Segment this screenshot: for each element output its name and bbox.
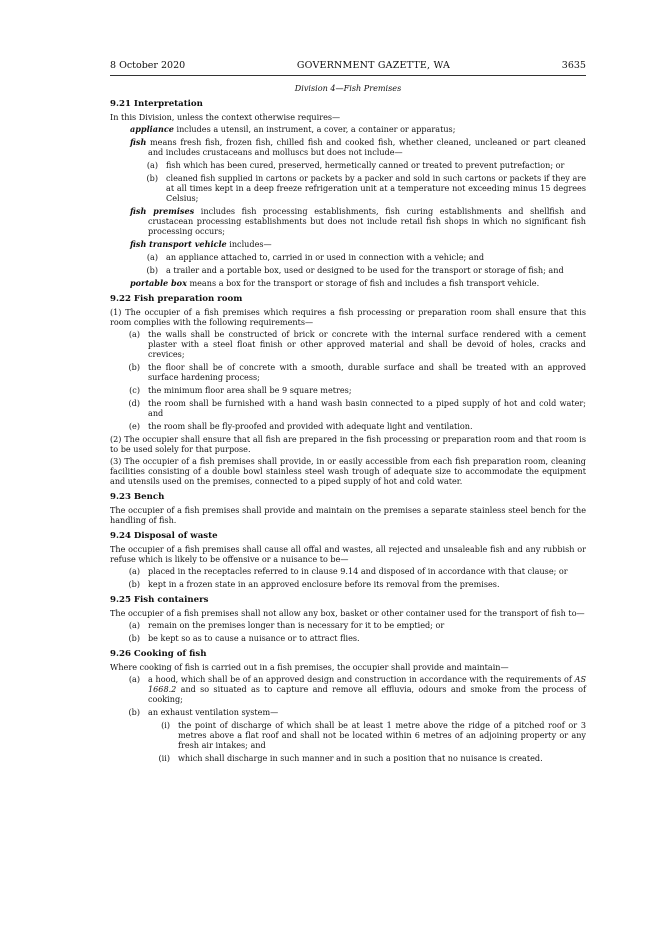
definition-text: includes—	[226, 239, 272, 249]
text-segment: a hood, which shall be of an approved design and construction in accordance with the requirements of	[148, 674, 575, 684]
heading-9-24: 9.24 Disposal of waste	[110, 531, 218, 541]
item-text: the floor shall be of concrete with a smooth, durable surface and shall be treated with an approved surface hardening process;	[148, 362, 586, 382]
list-item	[110, 398, 586, 418]
item-text: placed in the receptacles referred to in clause 9.14 and disposed of in accordance with that clause; or	[148, 566, 568, 576]
item-label: (a)	[128, 566, 140, 576]
defined-term: fish	[130, 137, 147, 147]
item-text: an exhaust ventilation system—	[148, 707, 279, 717]
item-label: (b)	[128, 633, 140, 643]
paragraph: The occupier of a fish premises shall provide and maintain on the premises a separate stainless steel bench for the handling of fish.	[110, 505, 586, 525]
heading-9-26: 9.26 Cooking of fish	[110, 649, 207, 659]
list-item	[110, 566, 586, 576]
header-page-number: 3635	[561, 60, 586, 71]
item-label: (d)	[128, 398, 140, 408]
definition-portable-box	[130, 278, 586, 288]
defined-term: fish transport vehicle	[130, 239, 227, 249]
item-text: the room shall be fly-proofed and provided with adequate light and ventilation.	[148, 421, 473, 431]
list-item	[110, 633, 586, 643]
paragraph: (3) The occupier of a fish premises shall provide, in or easily accessible from each fish preparation room, cleaning facilities consisting of a double bowl stainless steel wash trough of adequate size to accommodate the equipment and utensils used on the premises, connected to a piped supply of hot and cold water.	[110, 456, 586, 486]
defined-term: fish premises	[130, 206, 195, 216]
list-item	[110, 674, 586, 704]
item-label: (a)	[128, 329, 140, 339]
heading-9-21: 9.21 Interpretation	[110, 99, 203, 109]
item-text: fish which has been cured, preserved, hermetically canned or treated to prevent putrefaction; or	[166, 160, 565, 170]
item-label: (i)	[161, 720, 170, 730]
item-text: the point of discharge of which shall be at least 1 metre above the ridge of a pitched roof or 3 metres above a flat roof and shall not be located within 6 metres of an adjoining property or any fresh air intakes; and	[178, 720, 586, 750]
item-label: (a)	[146, 252, 158, 262]
item-text: an appliance attached to, carried in or used in connection with a vehicle; and	[166, 252, 485, 262]
item-label: (ii)	[158, 753, 170, 763]
page-header	[110, 60, 586, 76]
header-date: 8 October 2020	[110, 60, 186, 71]
standard-reference: AS 1668.2	[148, 674, 586, 694]
item-text: cleaned fish supplied in cartons or packets by a packer and sold in such cartons or packets if they are at all times kept in a deep freeze refrigeration unit at a temperature not exceeding minus 15 degrees Celsius;	[166, 173, 586, 203]
item-label: (a)	[128, 620, 140, 630]
sub-list-item	[140, 753, 586, 763]
heading-9-25: 9.25 Fish containers	[110, 595, 209, 605]
gazette-page	[110, 60, 586, 766]
paragraph: The occupier of a fish premises shall not allow any box, basket or other container used for the transport of fish to—	[110, 608, 585, 618]
item-label: (b)	[128, 362, 140, 372]
list-item	[110, 362, 586, 382]
list-item	[110, 252, 586, 262]
paragraph: Where cooking of fish is carried out in a fish premises, the occupier shall provide and maintain—	[110, 662, 509, 672]
item-label: (a)	[146, 160, 158, 170]
list-item	[110, 620, 586, 630]
paragraph: (2) The occupier shall ensure that all fish are prepared in the fish processing or preparation room and that room is to be used solely for that purpose.	[110, 434, 586, 454]
item-text	[148, 674, 586, 704]
defined-term: appliance	[130, 124, 174, 134]
definition-text: includes a utensil, an instrument, a cover, a container or apparatus;	[173, 124, 456, 134]
item-label: (a)	[128, 674, 140, 684]
paragraph: (1) The occupier of a fish premises which requires a fish processing or preparation room shall ensure that this room complies with the following requirements—	[110, 307, 586, 327]
definition-fish-transport-vehicle	[130, 239, 586, 249]
definition-text: includes fish processing establishments, fish curing establishments and shellfish and crustacean processing establishments but does not include retail fish shops in which no significant fish processing occurs;	[148, 206, 587, 236]
intro-9-21: In this Division, unless the context otherwise requires—	[110, 112, 341, 122]
list-item	[110, 579, 586, 589]
list-item	[110, 385, 586, 395]
definition-text: means fresh fish, frozen fish, chilled fish and cooked fish, whether cleaned, uncleaned or part cleaned and includes crustaceans and molluscs but does not include—	[146, 137, 586, 157]
defined-term: portable box	[130, 278, 187, 288]
header-title: GOVERNMENT GAZETTE, WA	[296, 60, 451, 71]
heading-9-22: 9.22 Fish preparation room	[110, 294, 243, 304]
list-item	[110, 160, 586, 170]
item-label: (c)	[129, 385, 140, 395]
item-label: (b)	[146, 173, 158, 183]
item-label: (b)	[128, 707, 140, 717]
item-text: the walls shall be constructed of brick or concrete with the internal surface rendered with a cement plaster with a steel float finish or other approved material and shall be devoid of holes, cracks and crevices;	[148, 329, 586, 359]
text-segment: and so situated as to capture and remove all effluvia, odours and smoke from the process of cooking;	[148, 684, 586, 704]
heading-9-23: 9.23 Bench	[110, 492, 165, 502]
item-text: be kept so as to cause a nuisance or to attract flies.	[148, 633, 360, 643]
division-title: Division 4—Fish Premises	[294, 83, 402, 93]
definition-appliance	[130, 124, 586, 134]
list-item	[110, 265, 586, 275]
sub-list-item	[140, 720, 586, 750]
definition-fish-premises	[130, 206, 586, 236]
list-item	[110, 707, 586, 717]
item-text: the minimum floor area shall be 9 square metres;	[148, 385, 352, 395]
item-text: remain on the premises longer than is necessary for it to be emptied; or	[148, 620, 445, 630]
item-label: (b)	[146, 265, 158, 275]
list-item	[110, 421, 586, 431]
list-item	[110, 173, 586, 203]
item-label: (b)	[128, 579, 140, 589]
item-text: kept in a frozen state in an approved enclosure before its removal from the premises.	[148, 579, 500, 589]
item-label: (e)	[128, 421, 140, 431]
list-item	[110, 329, 586, 359]
item-text: which shall discharge in such manner and in such a position that no nuisance is created.	[178, 753, 543, 763]
definition-fish	[130, 137, 586, 157]
item-text: a trailer and a portable box, used or designed to be used for the transport or storage of fish; and	[166, 265, 564, 275]
definition-text: means a box for the transport or storage of fish and includes a fish transport vehicle.	[186, 278, 540, 288]
paragraph: The occupier of a fish premises shall cause all offal and wastes, all rejected and unsaleable fish and any rubbish or refuse which is likely to be offensive or a nuisance to be—	[110, 544, 586, 564]
item-text: the room shall be furnished with a hand wash basin connected to a piped supply of hot and cold water; and	[148, 398, 586, 418]
